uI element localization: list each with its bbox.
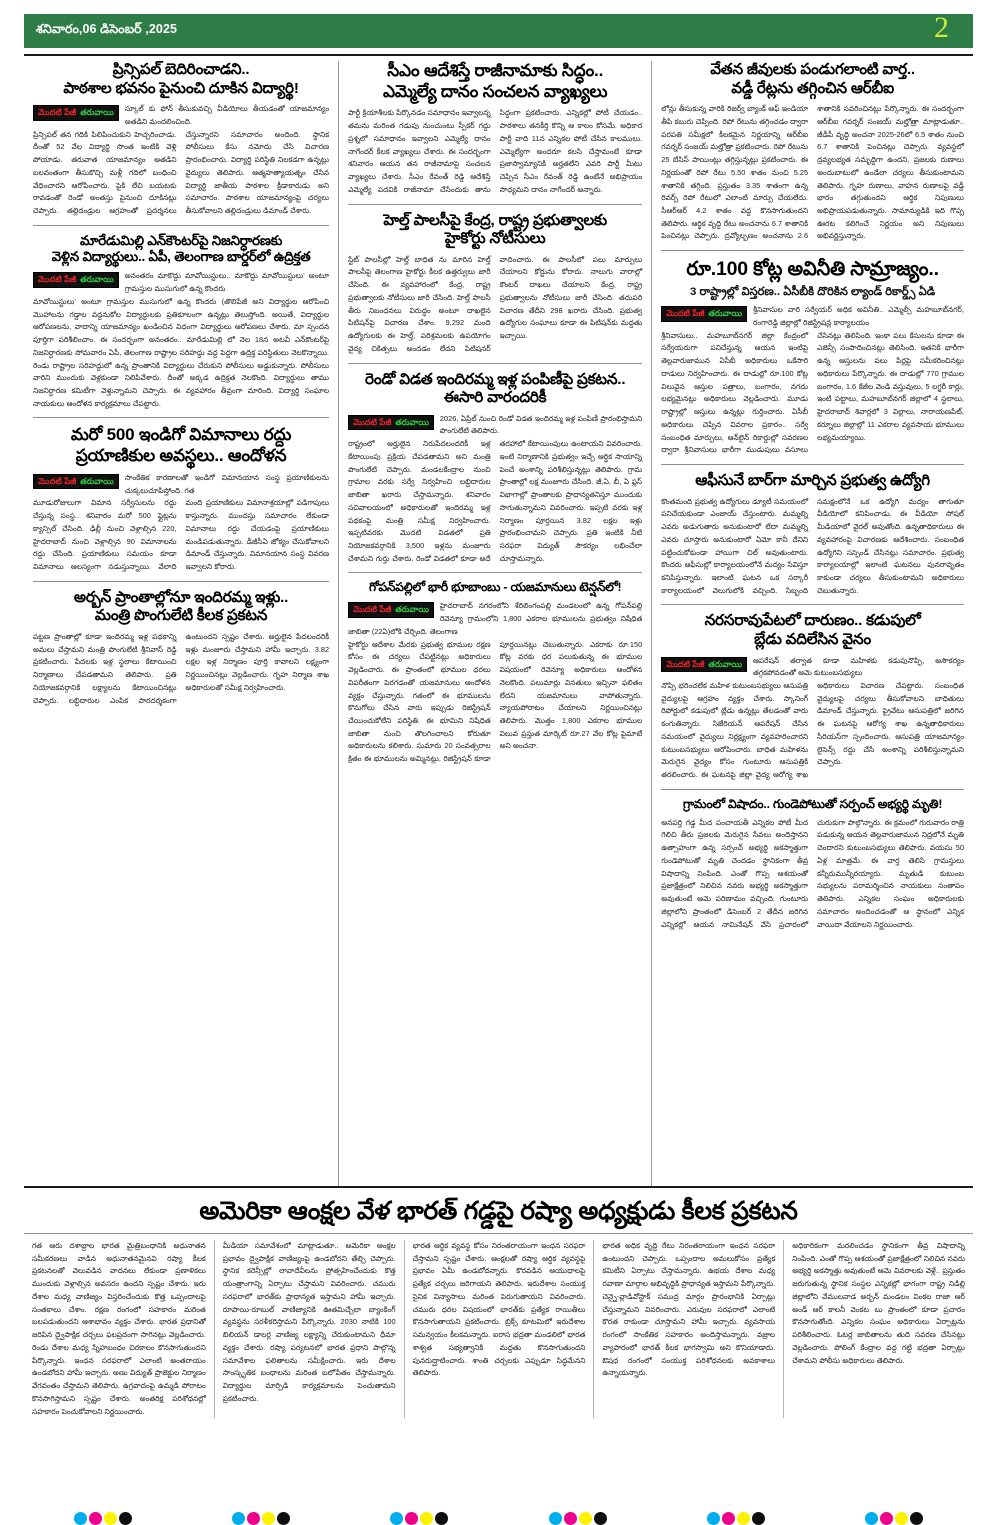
article-office-turned-bar	[661, 464, 964, 597]
registration-mark-group	[865, 1512, 923, 1525]
headline: హెల్త్ పాలసీపై కేంద్ర, రాష్ట్ర ప్రభుత్వాలకు హైకోర్టు నోటీసులు	[383, 211, 607, 248]
headline: గోపన్‌పల్లిలో భారీ భూబాంబు - యజమానులు టెన్షన్‌లో!	[368, 580, 622, 595]
column-3	[652, 61, 973, 1186]
black-dot	[277, 1512, 290, 1525]
article-body: మూడురోజులుగా విమాన సర్వీసులను రద్దు చేస్తున్న సంస్థ.. శనివారం మరో 500 ఫ్లైట్లను క్యాన్సిల్ చేసింది. ఢిల్లీ నుంచి వెళ్లాల్సిన 220, హైదరాబాద్ నుంచి వెళ్లాల్సిన 90 విమానాలను రద్దు చేసింది. ప్రయాణికులు సమయం కూడా విమానాలు ఆలస్యంగా నడుస్తున్నాయి. వేలాది మంది ప్రయాణికులు విమానాశ్రయాల్లో పడిగాపులు కాస్తున్నారు. ముందస్తు సమాచారం లేకుండా విమానాలు రద్దు చేయడంపై ప్రయాణికులు మండిపడుతున్నారు. డీజీసీఏ జోక్యం చేసుకోవాలని డిమాండ్ చేస్తున్నారు. విమానయాన సంస్థ వివరణ ఇవ్వాలని కోరారు.	[33, 498, 330, 572]
article-body: శ్రీనివాసులు.. మహబూబ్‌నగర్ జిల్లా కేంద్రంలో సర్వేయరుగా పనిచేస్తున్న ఆయన ఇంటిపై తెల్లవారుజామున ఏసీబీ అధికారులు ఒకేసారి దాడులు నిర్వహించారు. ఈ దాడుల్లో రూ.100 కోట్ల విలువైన ఆస్తుల పత్రాలు, బంగారం, నగదు లభ్యమైనట్లు అధికారులు వెల్లడించారు. మూడు రాష్ట్రాల్లో ఆస్తులు ఉన్నట్లు గుర్తించారు. ఏసీబీ అధికారులు చెప్పిన వివరాల ప్రకారం.. సర్వే సంబంధిత మార్పులు, ఆన్‌లైన్ రికార్డుల్లో సవరణల ద్వారా శ్రీనివాసులు భారీగా ముడుపులు వసూలు చేసినట్లు తెలిసింది. ఇంకా పలు కేసులను కూడా ఈ ఎజెన్సీ సంపాదించినట్లు తెలిసింది. ఇతనికి భారీగా ఉన్న ఆస్తులను పలు పేర్లపై సమీకరించినట్లు అధికారులు పేర్కొన్నారు. ఈ దాడుల్లో 770 గ్రాముల బంగారం, 1.6 కేజీల వెండి వస్తువులు, 5 లగ్జరీ కార్లు, ఇంటి పట్టాలు, మహబూబ్‌నగర్ జిల్లాలో 4 స్థలాలు, హైదరాబాద్ శివార్లలో 3 విల్లాలు, నారాయణపేట్, కర్నూలు జిల్లాల్లో 11 ఎకరాల వ్యవసాయ భూములు లభ్యమయ్యాయి.	[661, 330, 964, 455]
article-second-phase-indiramma	[348, 363, 642, 566]
article-body: ప్రిన్సిపల్ తన గదికి పిలిపించుకుని హెచ్చరించాడు. దీంతో 52 వేల విద్యార్థి సొంత ఇంటికి వెళ్లి పోయాడు. తరువాత యాజమాన్యం అతడిని బలవంతంగా తీసుకొచ్చి మళ్లీ గదిలో బంధించి వేధించారని ఆరోపించారు. పైకి లేచి బయటకు రావడంతో రెండో అంతస్తు పైనుంచి దూకినట్లు చెప్పారు. తల్లిదండ్రుల ఆగ్రహంతో ప్రదర్శనలు చేస్తున్నారని సమాచారం అందింది. స్థానిక పోలీసులు కేసు నమోదు చేసి విచారణ ప్రారంభించారు. విద్యార్థి పరిస్థితి నిలకడగా ఉన్నట్లు వైద్యులు తెలిపారు. ఆత్మహత్యాయత్నం చేసిన విద్యార్థి జాతీయ పాఠశాల క్రీడాకారుడు అని సమాచారం. పాఠశాల యాజమాన్యంపై చర్యలు తీసుకోవాలని తల్లిదండ్రులు డిమాండ్ చేశారు.	[33, 129, 330, 215]
black-dot	[910, 1512, 923, 1525]
headline: ఆఫీసునే బార్‌గా మార్చిన ప్రభుత్వ ఉద్యోగి	[695, 472, 930, 490]
article-mla-danam-resignation	[348, 61, 642, 197]
column-1	[24, 61, 338, 1186]
black-dot	[752, 1512, 765, 1525]
continued-badge: మొదటి పేజీ తరువాయి	[33, 474, 119, 490]
article-lead: స్కూల్ కు ఫోన్ తీసుకువచ్చి వీడియోలు తీయడంతో యాజమాన్యం అతడిని మందలించింది.	[124, 104, 330, 126]
yellow-dot	[104, 1512, 117, 1525]
feature-column-4	[593, 1240, 783, 1418]
magenta-dot	[564, 1512, 577, 1525]
registration-mark-group	[390, 1512, 448, 1525]
headline: మారేడుమిల్లి ఎన్‌కౌంటర్‌పై నిజనిర్ధారణకు వెళ్లిన విద్యార్థులు.. ఏపీ, తెలంగాణ బార్డర్‌లో ఉద్రిక్తత	[51, 232, 311, 265]
feature-body: అధికారికంగా మరలించడం స్థానికంగా తీవ్ర విషాదాన్ని నింపింది. ఎంతో గొప్ప ఆశయంతో ప్రజాక్షేత్రంలో నిలిచిన నవరు అభ్యర్థి అకస్మాత్తు అవుతుంటే ఆమె వివరాలకు వెళ్లే.. ప్రస్తుతం జరుగుతున్న స్థానిక సంస్థల ఎన్నికల్లో భాగంగా రాష్ట్ర నిడిల్లి జిల్లాలోని వేములవాడ అర్బన్ మండలం వింకల రాజా ఆర్ అండ్ ఆర్ కాలనీ వెంకట బు ప్రాంతంలో కూడా ప్రచారం కొనసాగుతోంది. ఎన్నికల సంఘం అధికారులు ఏర్పాట్లను పరిశీలించారు. ఓటర్ల జాబితాలను తుది సవరణ చేసినట్లు వెల్లడించారు. పోలింగ్ కేంద్రాల వద్ద గట్టి భద్రతా ఏర్పాట్లు చేశామని పోలీసు అధికారులు తెలిపారు.	[792, 1241, 965, 1365]
article-sarpanch-candidate-death	[661, 789, 964, 931]
continued-badge: మొదటి పేజీ తరువాయి	[348, 415, 434, 431]
cyan-dot	[74, 1512, 87, 1525]
feature-headline: అమెరికా ఆంక్షల వేళ భారత్ గడ్డపై రష్యా అధ్యక్షుడు కీలక ప్రకటన	[199, 1197, 798, 1225]
cyan-dot	[865, 1512, 878, 1525]
article-body: అనపర్తి గడ్డ మీద పంచాయతీ ఎన్నికల పోటీ మీద గెలిచి తీరు ప్రజలకు మెరుగైన సేవలు అందిస్తానని ఉత్సాహంగా ఉన్న సర్పంచ్ అభ్యర్థి అకస్మాత్తుగా గుండెపోటుతో మృతి చెందడం స్థానికంగా తీవ్ర విషాదాన్ని నింపింది. ఎంతో గొప్ప ఆశయంతో ప్రజాక్షేత్రంలో నిలిచిన నవరు అభ్యర్థి అకస్మాత్తుగా అవుతుంటే ఆమె పరిణామం వచ్చింది. గుంటూరు జిల్లాలోని ప్రాంతంలో డిసెంబర్ 2 తేదీన జరిగిన ఎన్నికల్లో ఆయన నామినేషన్ వేసి ప్రచారంలో చురుకుగా పాల్గొన్నారు. ఈ క్రమంలో గురువారం రాత్రి పడుకున్న ఆయన తెల్లవారుజామున నిద్రలోనే మృతి చెందారని కుటుంబసభ్యులు తెలిపారు. వయసు 50 ఏళ్ల మాత్రమే. ఈ వార్త తెలిసి గ్రామస్తులు కన్నీరుమున్నీరయ్యారు. మృతుడి కుటుంబ సభ్యులను పరామర్శించిన నాయకులు సంతాపం తెలిపారు. ఎన్నికల సంఘం అధికారులకు సమాచారం అందించడంతో ఆ స్థానంలో ఎన్నిక వాయిదా వేయాలని నిర్ణయించారు.	[661, 817, 964, 929]
registration-mark-group	[549, 1512, 607, 1525]
headline: రూ.100 కోట్ల అవినీతి సామ్రాజ్యం..	[686, 258, 939, 281]
article-lead: శ్రీనివాసుల వారి సర్వేయర్ అధిక అవినీతి.. ఎమ్మెల్సీ మహబూబ్‌నగర్, రంగారెడ్డి జిల్లాల్లో రిజిస్ట్రేషన్ల కార్యాలయం	[753, 305, 964, 327]
article-rbi-rate-cut	[661, 61, 964, 243]
headline: నరసరావుపేటలో దారుణం.. కడుపులో బ్లేడు వదిలేసిన వైనం	[704, 612, 921, 648]
headline: గ్రామంలో విషాదం.. గుండెపోటుతో సర్పంచ్ అభ్యర్థి మృతి!	[682, 796, 943, 811]
feature-body: మీడియా సమావేశంలో మాట్లాడుతూ.. అమెరికా ఆంక్షల ప్రభావం ద్వైపాక్షిక వాణిజ్యంపై ఉండబోదని తేల్చి చెప్పారు. స్థానిక కరెన్సీల్లో లావాదేవీలను ప్రోత్సహించేందుకు కొత్త యంత్రాంగాన్ని ఏర్పాటు చేస్తామని వివరించారు. చమురు సరఫరాలో భారత్‌కు ప్రాధాన్యత ఇస్తామని హామీ ఇచ్చారు. రూపాయి-రూబుల్ వాణిజ్యానికి ఊతమిచ్చేలా బ్యాంకింగ్ వ్యవస్థను సరళీకరిస్తామని పేర్కొన్నారు. 2030 నాటికి 100 బిలియన్ డాలర్ల వాణిజ్య లక్ష్యాన్ని చేరుకుంటామని ధీమా వ్యక్తం చేశారు. రష్యా పర్యటనలో భారత ప్రధాని పాల్గొన్న సమావేశాల ఫలితాలను సమీక్షించారు. ఇరు దేశాల సాంస్కృతిక బంధాలను మరింత బలోపేతం చేస్తామన్నారు. విద్యార్థుల మార్పిడి కార్యక్రమాలను పెంచుతామని ప్రకటించారు.	[222, 1241, 396, 1403]
article-principal-threat	[33, 61, 329, 218]
feature-article-russia-india	[24, 1186, 973, 1418]
magenta-dot	[89, 1512, 102, 1525]
article-maredumilli-encounter	[33, 225, 329, 411]
magenta-dot	[880, 1512, 893, 1525]
feature-column-5	[783, 1240, 973, 1418]
headline: మరో 500 ఇండిగో విమానాలు రద్దు ప్రయాణికుల అవస్థలు.. ఆందోళన	[70, 425, 292, 466]
headline: ప్రిన్సిపల్ బెదిరించాడని.. పాఠశాల భవనం పైనుంచి దూకిన విద్యార్థి!	[63, 61, 299, 97]
article-body: హైకోర్టు ఆదేశాల మేరకు ప్రభుత్వ భూముల రక్షణ కోసం ఈ చర్యలు చేపట్టినట్లు అధికారులు వెల్లడించారు. ఈ ప్రాంతంలో భూముల ధరలు విపరీతంగా పెరగడంతో యజమానులు ఆందోళన వ్యక్తం చేస్తున్నారు. గతంలో ఈ భూములను కొనుగోలు చేసిన వారు ఇప్పుడు రిజిస్ట్రేషన్ చేయించుకోలేని పరిస్థితి. ఈ భూమిని నిషేధిత జాబితా నుంచి తొలగించాలని కోరుతూ అధికారులను కలిశారు. సుమారు 20 సంవత్సరాల క్రితం ఈ భూములను అమ్మినట్లు, రిజిస్ట్రేషన్ కూడా పూర్తయినట్లు చెబుతున్నారు. ఎకరాకు రూ.150 కోట్ల వరకు ధర పలుకుతున్న ఈ భూముల విషయంలో రెవెన్యూ అధికారులు ఆందోళన నెలకొంది. పలుమార్లు వినతులు ఇచ్చినా ఫలితం లేదని యజమానులు వాపోతున్నారు. న్యాయపోరాటం చేయాలని నిర్ణయించినట్లు తెలిపారు. మొత్తం 1,800 ఎకరాల భూముల విలువ ప్రస్తుత మార్కెట్ రూ.27 వేల కోట్ల పైమాటే అని అంచనా.	[348, 639, 643, 764]
feature-column-2	[214, 1240, 404, 1418]
black-dot	[119, 1512, 132, 1525]
article-health-policy-highcourt	[348, 204, 642, 356]
registration-mark-group	[707, 1512, 765, 1525]
article-lead: హైదరాబాద్ నగరంలోని శేరిలింగంపల్లి మండలంలో ఉన్న గోపన్‌పల్లి రెవెన్యూ గ్రామంలోని 1,800 ఎకరాల భూములను ప్రభుత్వం నిషేధిత జాబితా (22ఏ)లోకి చేర్చింది. తెలంగాణ	[348, 601, 643, 636]
continued-badge: మొదటి పేజీ తరువాయి	[661, 657, 747, 673]
continued-badge: మొదటి పేజీ తరువాయి	[33, 272, 119, 288]
yellow-dot	[737, 1512, 750, 1525]
article-body: నొప్పి భరించలేక మహిళ కుటుంబసభ్యులు ఆసుపత్రి వైద్యులపై ఆగ్రహం వ్యక్తం చేశారు. స్కానింగ్ రిపోర్టులో కడుపులో బ్లేడు ఉన్నట్లు తేలడంతో వారు కంగుతిన్నారు. సిజేరియన్ ఆపరేషన్ చేసిన సమయంలో వైద్యులు నిర్లక్ష్యంగా వ్యవహరించారని కుటుంబసభ్యులు ఆరోపించారు. బాధిత మహిళను మెరుగైన వైద్యం కోసం గుంటూరు ఆసుపత్రికి తరలించారు. ఈ ఘటనపై జిల్లా వైద్య ఆరోగ్య శాఖ అధికారులు విచారణ చేపట్టారు. సంబంధిత వైద్యులపై చర్యలు తీసుకోవాలని బాధితులు డిమాండ్ చేస్తున్నారు. ప్రైవేటు ఆసుపత్రిలో జరిగిన ఈ ఘటనపై ఆరోగ్య శాఖ ఉన్నతాధికారులు సీరియస్‌గా స్పందించారు. ఆసుపత్రి యాజమాన్యం లైసెన్స్ రద్దు చేసే అంశాన్ని పరిశీలిస్తున్నామని చెప్పారు.	[661, 681, 964, 780]
headline: రెండో విడత ఇందిరమ్మ ఇళ్ల పంపిణీపై ప్రకటన.. ఈసారి వారందరికీ	[364, 370, 626, 407]
article-body: స్టేట్ పాలసీల్లో హెల్త్ బాధిత ను మారిన హెల్త్ పాలసీపై తెలంగాణ హైకోర్టు కీలక ఉత్తర్వులు జారీ చేసింది. ఈ వ్యవహారంలో కేంద్ర, రాష్ట్ర ప్రభుత్వాలకు నోటీసులు జారీ చేసింది. హెల్త్ పాలసీ తీరు నిబంధనలు విరుద్ధం అంటూ దాఖలైన పిటిషన్‌పై విచారణ చేశాం. 9,292 మంది ఉద్యోగులకు ఈ హెల్త్, పరిశ్రమలకు ఉపయోగం వైద్య చికిత్సలు అందడం లేదని పిటిషనర్ వాదించారు. ఈ పాలసీలో పలు మార్పులు చేయాలని కోర్టును కోరారు. నాలుగు వారాల్లో కౌంటర్ దాఖలు చేయాలని కేంద్ర, రాష్ట్ర ప్రభుత్వాలను నోటీసులు జారీ చేసింది. తదుపరి విచారణ తేదీని 298 ఖరారు చేసింది. ప్రభుత్వ ఉద్యోగుల సంఘాలు కూడా ఈ పిటిషన్‌కు మద్దతు ఇచ్చాయి.	[348, 254, 643, 353]
newspaper-page	[0, 11, 987, 1525]
article-lead: అనంతరం మాకొద్దు మావోయిస్టులు.. మాకొద్దు మావోయిస్టులు' అంటూ గ్రామస్తుల ముసుగులో ఉన్న కొందరు	[124, 271, 330, 294]
continued-badge: మొదటి పేజీ తరువాయి	[33, 105, 119, 121]
sub-headline: 3 రాష్ట్రాల్లో విస్తరణ.. ఏసీబీకి దొరికిన ల్యాండ్ రికార్డ్స్ ఏడి	[690, 285, 936, 298]
article-lead: ఆపరేషన్ తర్వాత కూడా మహిళకు కడుపునొప్పి, అసౌకర్యం తగ్గకపోవడంతో ఆమె కుటుంబసభ్యులు	[753, 655, 964, 678]
continued-badge: మొదటి పేజీ తరువాయి	[661, 306, 747, 322]
magenta-dot	[722, 1512, 735, 1525]
masthead-bar	[24, 11, 973, 48]
article-lead: సాంకేతిక కారణాలతో ఇండిగో విమానయాన సంస్థ ప్రయాణికులను చుక్కలుచూపిస్తోంది. గత	[124, 472, 330, 495]
registration-marks-bar	[24, 1507, 973, 1525]
magenta-dot	[405, 1512, 418, 1525]
article-acb-corruption-empire	[661, 250, 964, 457]
article-body: మావోయిస్టులు' అంటూ గ్రామస్తుల ముసుగులో ఉన్న కొందరు (తొలిపేజీ అని విద్యార్థుల ఆరోపించి మొహాలను గడ్డాల వద్దనుకోల విద్యార్థులకు ప్రతికూలంగా ఉన్నట్లు తెలుస్తోంది. అయితే, విద్యార్థుల ఆరోపణలను, వాదాన్ని యాజమాన్యం ఖండించిన విధంగా విద్యార్థులు ఆరోపణలు చేశారు. మా స్పందన పూర్తిగా పరిశీలించాం. ఈ సందర్భంగా అనంతరం.. మారేడుమిల్లి లో నెల 18న అటవీ ఎన్‌కౌంటర్‌పై నిజనిర్ధారణకు సోమవారం ఏపీ, తెలంగాణ రాష్ట్రాల సరిహద్దు వద్ద పెద్దగా ఉద్రిక్త పరిస్థితులు నెలకొన్నాయి. రెండు రాష్ట్రాల సరిహద్దులో ఉన్న ప్రాంతానికి విద్యార్థులు చేరుకుని పోలీసులు అడ్డుకున్నారు. పోలీసులు వారిని ముందుకు వెళ్లకుండా నిలిపివేశారు. దీంతో అక్కడ ఉద్రిక్తత నెలకొంది. విద్యార్థులు తాము నిజనిర్ధారణ కమిటీగా వెళ్తున్నామని చెప్పారు. ఈ వ్యవహారం తీవ్రంగా మారింది. విద్యార్థి సంఘాల నాయకులు ఆందోళన కార్యక్రమాలు చేపట్టారు.	[33, 296, 330, 408]
cyan-dot	[390, 1512, 403, 1525]
yellow-dot	[579, 1512, 592, 1525]
cyan-dot	[232, 1512, 245, 1525]
article-indigo-flights-cancelled	[33, 417, 329, 573]
column-2	[338, 61, 652, 1186]
article-body: కొంతమంది ప్రభుత్వ ఉద్యోగులు డ్యూటీ సమయంలో పనిచేయకుండా ఎంజాయ్ చేస్తుంటారు. మమ్మల్ని ఎవరు అడుగుతారు అనుకుంటారో లేదా మమ్మల్ని ఎవరు చూస్తారు అనుకుంటారో ఏమో కానీ దేనిని పట్టించుకోకుండా హాయిగా చిల్ అవుతుంటారు. కొందరు ఆఫీసుల్లో కార్యాలయంలోనే మద్యం సేవిస్తూ కనిపిస్తున్నారు. ఇలాంటి ఘటన ఒక సర్కారీ కార్యాలయంలో వెలుగులోకి వచ్చింది. సిబ్బంది సమక్షంలోనే ఒక ఉద్యోగి మద్యం తాగుతూ వీడియోలో కనిపించాడు. ఈ వీడియో సోషల్ మీడియాలో వైరల్ అవుతోంది. ఉన్నతాధికారులు ఈ వ్యవహారంపై విచారణకు ఆదేశించారు. సంబంధిత ఉద్యోగిని సస్పెండ్ చేసినట్లు సమాచారం. ప్రభుత్వ కార్యాలయాల్లో ఇలాంటి ఘటనలు పునరావృతం కాకుండా చర్యలు తీసుకుంటామని అధికారులు చెబుతున్నారు.	[661, 496, 964, 595]
article-body: పార్టీ క్రియాశీలకు పేర్కొనడం సమాధానం ఇవ్వాలన్న తమను మరింత గడుపు నుంచుంటు స్పీకర్ గద్దు ప్రశ్నలో సమాధానం ఇవ్వాలని ఎమ్మెల్యే దానం నాగేందర్ కీలక వ్యాఖ్యలు చేశారు. ఈ సందర్భంగా శనివారం ఆయన తన రాజీనామాపై సంచలన వ్యాఖ్యలు చేశారు. సీఎం రేవంత్ రెడ్డి ఆదేశిస్తే ఎమ్మెల్యే పదవికి రాజీనామా చేసేందుకు తాను సిద్ధంగా ప్రకటించారు. ఎన్నికల్లో పోటీ చేయడం.. పాఠశాలు తనకీర్తి కొన్ని ఆ కాలం కోసమే. అధికార పార్టీ వాది 11న ఎన్నికల పోటీ చేసిన కాలములు. ఎమ్మెల్యేగా అందరూ కలసి చేస్తామంటే కూడా ప్రజాస్వామ్యానికి అర్హతలేని ఎవరి పార్టీ మీటు చెప్పిన సీఎం రేవంత్ రెడ్డి ఉంటేనే అభిప్రాయం సాధ్యమని దానం నాగేందర్ అన్నారు.	[348, 108, 643, 194]
black-dot	[435, 1512, 448, 1525]
article-body: పట్టణ ప్రాంతాల్లో కూడా ఇందిరమ్మ ఇళ్ల పథకాన్ని అమలు చేస్తామని మంత్రి పొంగులేటి శ్రీనివాస్ రెడ్డి ప్రకటించారు. పేదలకు ఇళ్ల స్థలాలు కేటాయించి నిర్మాణాలు చేపడతామని తెలిపారు. ప్రతి నియోజకవర్గానికి లక్ష్యాలను కేటాయించినట్లు చెప్పారు. లబ్ధిదారుల ఎంపిక పారదర్శకంగా ఉంటుందని స్పష్టం చేశారు. అర్హులైన పేదలందరికీ ఇళ్లు మంజూరు చేస్తామని హామీ ఇచ్చారు. 3.82 లక్షల ఇళ్ల నిర్మాణం పూర్తి కావాలని లక్ష్యంగా నిర్ణయించినట్లు వెల్లడించారు. గృహ నిర్మాణ శాఖ అధికారులతో సమీక్ష నిర్వహించారు.	[33, 631, 330, 705]
black-dot	[594, 1512, 607, 1525]
registration-mark-group	[74, 1512, 132, 1525]
headline: అర్బన్ ప్రాంతాల్లోనూ ఇందిరమ్మ ఇళ్లు.. మంత్రి పొంగులేటి కీలక ప్రకటన	[73, 588, 289, 625]
yellow-dot	[420, 1512, 433, 1525]
article-body: లోన్లు తీసుకున్న వారికి రిజర్వ్ బ్యాంక్ ఆఫ్ ఇండియా తీపి కబురు చెప్పింది. రెపో రేటును తగ్గించడం ద్వారా పరపతి సమీక్షలో కీలకమైన నిర్ణయాన్ని ఆర్‌బీఐ గవర్నర్ సంజయ్ మల్హోత్రా ప్రకటించారు. రెపో రేటును 25 బేసిస్ పాయింట్లు తగ్గిస్తున్నట్లు ప్రకటించారు. ఈ నిర్ణయంతో రెపో రేటు 5.50 శాతం నుంచి 5.25 శాతానికి తగ్గింది. ప్రస్తుతం 3.35 శాతంగా ఉన్న రివర్స్ రెపో రేటులో ఎలాంటి మార్పు చేయలేదు. సీఆర్ఆర్ 4.2 శాతం వద్ద కొనసాగుతుందని తెలిపారు. ఆర్థిక వృద్ధి రేటు అంచనాను 6.7 శాతానికి పెంచినట్లు చెప్పారు. ద్రవ్యోల్బణం అంచనాను 2.6 శాతానికి సవరించినట్లు పేర్కొన్నారు. ఈ సందర్భంగా ఆర్‌బీఐ గవర్నర్ సంజయ్ మల్హోత్రా మాట్లాడుతూ.. జీడీపీ వృద్ధి అంచనా 2025-26లో 6.5 శాతం నుంచి 6.7 శాతానికి పెంచినట్లు చెప్పారు. వ్యవస్థలో ద్రవ్యలభ్యత సమృద్ధిగా ఉందని, ప్రజలకు రుణాలు అందుబాటులో ఉండేలా చర్యలు తీసుకుంటామని తెలిపారు. గృహ రుణాలు, వాహన రుణాలపై వడ్డీ భారం తగ్గుతుందని ఆర్థిక నిపుణులు అభిప్రాయపడుతున్నారు. సామాన్యుడికి ఇది గొప్ప ఊరట కలిగించే నిర్ణయం అని నిపుణులు అభివర్ణిస్తున్నారు.	[661, 104, 964, 241]
article-gopanpally-land	[348, 572, 642, 765]
continued-badge: మొదటి పేజీ తరువాయి	[348, 602, 434, 618]
yellow-dot	[895, 1512, 908, 1525]
feature-body: భారత ఆర్థిక వ్యవస్థ కోసం నిరంతరాయంగా ఇంధన సరఫరా చేస్తామని స్పష్టం చేశారు. ఆంక్షలతో రష్యా ఆర్థిక వ్యవస్థపై ప్రభావం ఏమీ ఉండబోదన్నారు. కొరవడిన ఆయుధాలపై ప్రత్యేక చర్చలు జరిగాయని తెలిపారు. ఇరుదేశాల సంయుక్త సైనిక విన్యాసాలు మరింత పెరుగుతాయని వివరించారు. చమురు ధరల విషయంలో భారత్‌కు ప్రత్యేక రాయితీలు కొనసాగుతాయని ప్రకటించారు. బ్రిక్స్ కూటమిలో ఇరుదేశాల సమన్వయం కీలకమన్నారు. ఐరాస భద్రతా మండలిలో భారత శాశ్వత సభ్యత్వానికి మద్దతు కొనసాగుతుందని పునరుద్ఘాటించారు. శాంతి చర్చలకు ఎప్పుడూ సిద్ధమేనని తెలిపారు.	[412, 1241, 586, 1378]
feature-body: భారత అధిక వృద్ధి రేటు నిరంతరాయంగా ఇంధన సరఫరా ఉంటుందని చెప్పారు. ఒప్పందాల అమలుకోసం ప్రత్యేక కమిటీని ఏర్పాటు చేస్తామన్నారు. ఉభయ దేశాల మధ్య రవాణా మార్గాల అభివృద్ధికి ప్రాధాన్యత ఇస్తామని పేర్కొన్నారు. చెన్నై-వ్లాడివోస్టాక్ సముద్ర మార్గం ప్రారంభానికి ఏర్పాట్లు చేస్తున్నామని వివరించారు. ఎరువుల సరఫరాలో ఎలాంటి కొరత రాకుండా చూస్తామని హామీ ఇచ్చారు. వ్యవసాయ రంగంలో సాంకేతిక సహకారం అందిస్తామన్నారు. వజ్రాల వ్యాపారంలో భారత్ కీలక భాగస్వామి అని కొనియాడారు. ఔషధ రంగంలో సంయుక్త పరిశోధనలకు అవకాశాలు ఉన్నాయన్నారు.	[602, 1241, 776, 1378]
article-lead: 2026, ఏప్రిల్ నుంచి రెండో విడత ఇందిరమ్మ ఇళ్ల పంపిణీ ప్రారంభిస్తామని పొంగులేటి తెలిపారు.	[439, 413, 643, 436]
headline: వేతన జీవులకు పండుగలాంటి వార్త.. వడ్డీ రేట్లను తగ్గించిన ఆర్‌బీఐ	[710, 61, 915, 97]
feature-column-3	[404, 1240, 594, 1418]
feature-column-1	[24, 1240, 214, 1418]
publication-date: శనివారం,06 డిసెంబర్ ,2025	[36, 22, 178, 36]
cyan-dot	[549, 1512, 562, 1525]
magenta-dot	[247, 1512, 260, 1525]
registration-mark-group	[232, 1512, 290, 1525]
article-narasaraopeta-blade	[661, 604, 964, 781]
article-body: రాష్ట్రంలో అర్హులైన నిరుపేదలందరికీ ఇళ్ల కేటాయింపు ప్రక్రియ చేపడతామని అని మంత్రి పొంగులేటి చెప్పారు. మండలకేంద్రాల నుంచి గ్రామాల వరకు సర్వే నిర్వహించి లబ్ధిదారుల జాబితా ఖరారు చేస్తామన్నారు. శనివారం సచివాలయంలో అధికారులతో ఇందిరమ్మ ఇళ్ల పథకంపై మంత్రి సమీక్ష నిర్వహించారు. ఇప్పటివరకు మొదటి విడతలో ప్రతి నియోజకవర్గానికి 3,500 ఇళ్లను మంజూరు చేశామని గుర్తు చేశారు. రెండో విడతలో కూడా అదే తరహాలో కేటాయింపులు ఉంటాయని వివరించారు. ఇంటి నిర్మాణానికి ప్రభుత్వం ఇచ్చే ఆర్థిక సాయాన్ని పెంచే అంశాన్ని పరిశీలిస్తున్నట్లు తెలిపారు. గ్రామ ప్రాంతాల్లో లక్ష మంజూరు చేసింది. జీ,ఏ, బీ, ఏ ప్లస్ విభాగాల్లో ప్రాంతాలకు ప్రాధాన్యతనిస్తూ ముందుకు సాగుతున్నామని వివరించారు. ఇప్పటి వరకు ఇళ్ల నిర్మాణం పూర్తయిన 3.82 లక్షల ఇళ్లు ప్రారంభించామని చెప్పారు. ప్రతి ఇంటికి నీటి సరఫరా విద్యుత్ సౌకర్యం లభించేలా చూస్తామన్నారు.	[348, 439, 643, 563]
cyan-dot	[707, 1512, 720, 1525]
headline: సీఎం ఆదేశిస్తే రాజీనామాకు సిద్ధం.. ఎమ్మెల్యే దానం సంచలన వ్యాఖ్యలు	[383, 61, 608, 101]
feature-body: గత ఆరు దశాబ్దాల భారత మైత్రిబంధానికి అధునాతన సమీకరణలు వాడిన అధునాతనమైనవి రష్యా కీలక ప్రకటనలతో వెలువడిన వాదనలు లేకుండా ప్రణాళికలు ముందుకు వెళ్లాల్సిన అవసరం ఉందని స్పష్టం చేశారు. ఇరు దేశాల మధ్య వాణిజ్యం విస్తరించేందుకు కొత్త ఒప్పందాలపై సంతకాలు చేశాం. రక్షణ రంగంలో సహకారం మరింత బలపడుతుందని ఆశాభావం వ్యక్తం చేశారు. భారత ప్రధానితో జరిపిన ద్వైపాక్షిక చర్చలు ఫలప్రదంగా సాగినట్లు వెల్లడించారు. రెండు దేశాల మధ్య స్నేహబంధం చిరకాలం కొనసాగుతుందని పేర్కొన్నారు. ఇంధన సరఫరాలో ఎలాంటి అంతరాయం ఉండబోదని హామీ ఇచ్చారు. అణు విద్యుత్ ప్రాజెక్టుల నిర్మాణం వేగవంతం చేస్తామని తెలిపారు. ఉగ్రవాదంపై ఉమ్మడి పోరాటం కొనసాగిస్తామని స్పష్టం చేశారు. అంతరిక్ష పరిశోధనల్లో సహకారం పెంచుకోవాలని నిర్ణయించారు.	[32, 1241, 206, 1416]
yellow-dot	[262, 1512, 275, 1525]
page-number: 2	[934, 11, 949, 44]
article-urban-indiramma-houses	[33, 581, 329, 708]
main-content-area	[24, 54, 973, 1186]
